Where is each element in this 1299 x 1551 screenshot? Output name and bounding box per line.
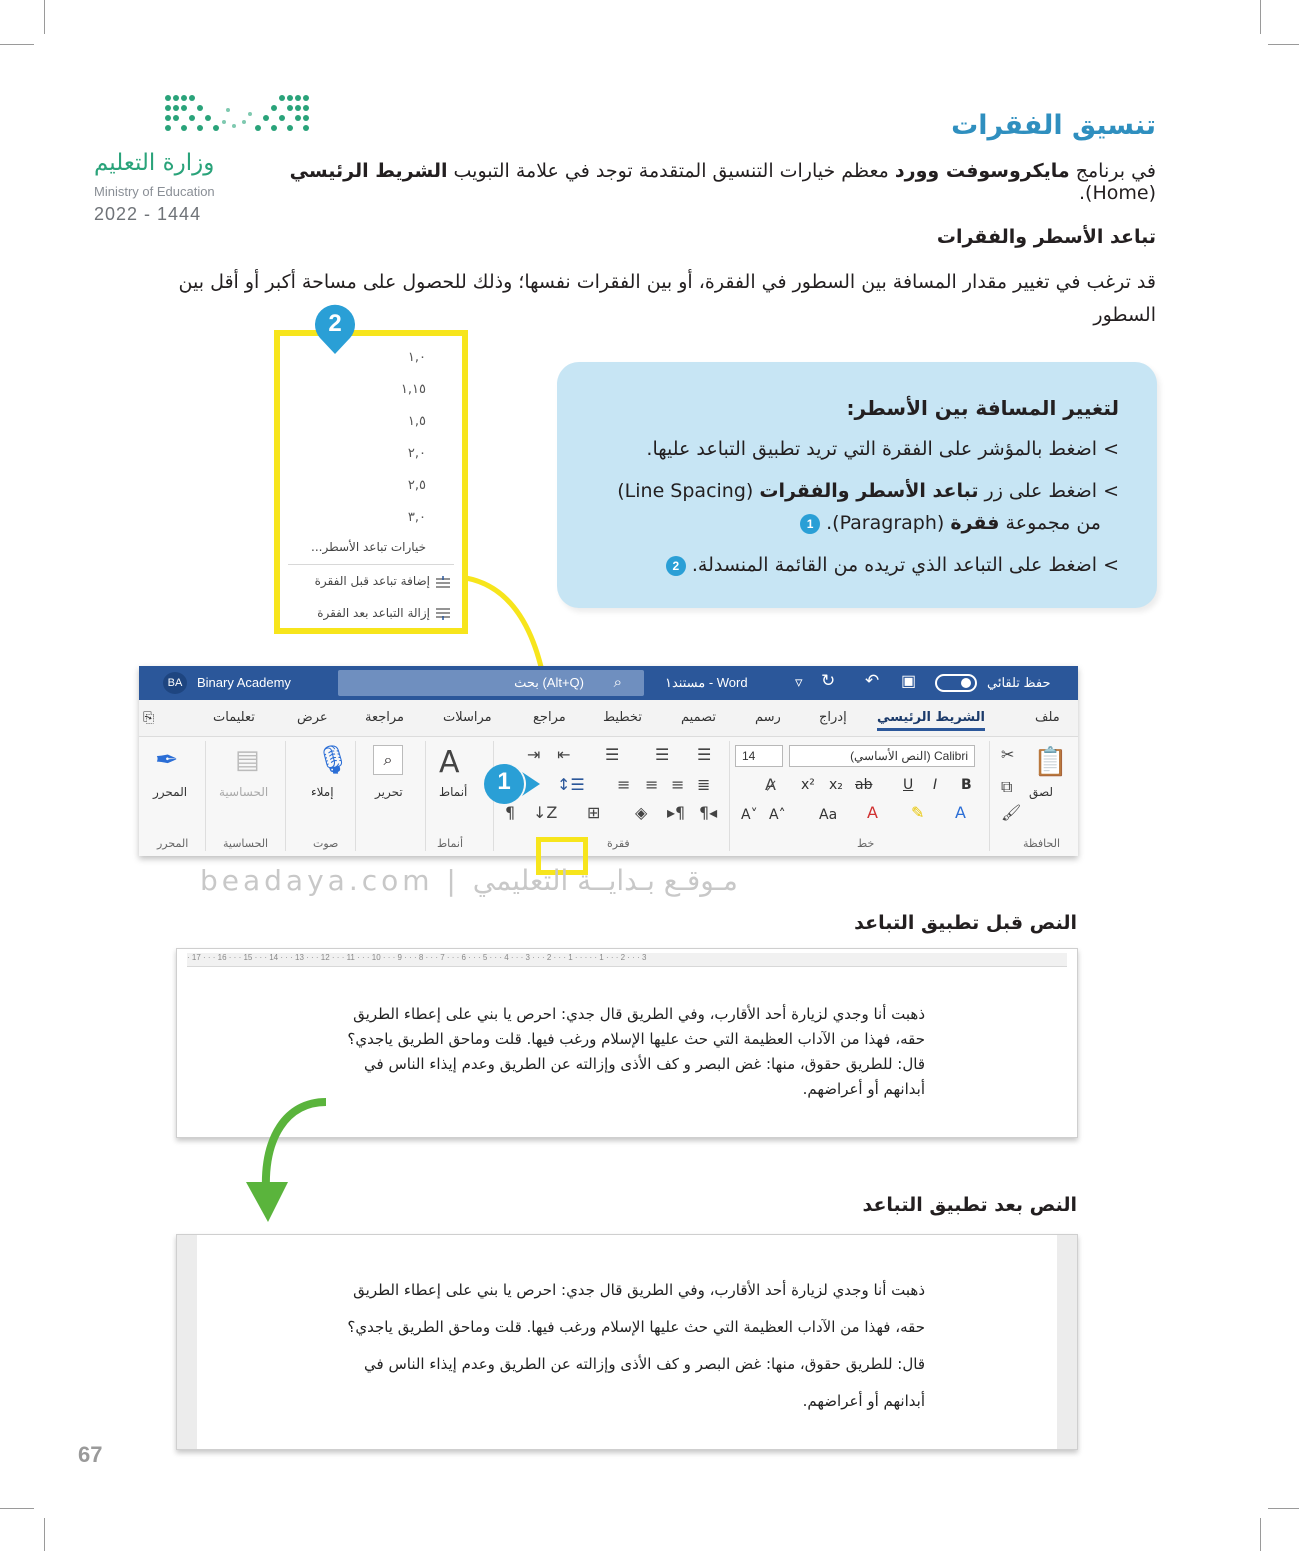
clipboard-paste-icon[interactable]: 📋 (1033, 745, 1068, 778)
page-number: 67 (78, 1442, 103, 1467)
tab-review[interactable]: مراجعة (365, 710, 405, 725)
paste-label: لصق (1029, 785, 1054, 799)
spacing-option-3-0[interactable]: ٣,٠ (407, 510, 426, 525)
account-name: Binary Academy (197, 675, 291, 690)
superscript-icon[interactable]: x² (801, 777, 815, 793)
font-size-select[interactable]: 14 (735, 745, 783, 767)
sample-line-4: أبدانهم أو أعراضهم. (802, 1080, 925, 1098)
doc-after (176, 1234, 1078, 1450)
page-margin (177, 1235, 197, 1449)
italic-icon[interactable]: I (933, 777, 938, 793)
before-heading: النص قبل تطبيق التباعد (854, 912, 1077, 934)
shrink-font-icon[interactable]: A˅ (741, 807, 758, 823)
share-icon[interactable]: ⎘ (143, 710, 155, 726)
tab-view[interactable]: عرض (297, 710, 328, 725)
show-marks-icon[interactable]: ¶ (505, 803, 516, 822)
step-badge-2: 2 (666, 556, 686, 576)
multilevel-list-icon[interactable]: ☰ (697, 745, 712, 764)
styles-label: أنماط (439, 785, 468, 799)
font-name-select[interactable]: Calibri (النص الأساسي) (789, 745, 975, 767)
crop-mark (1260, 0, 1261, 34)
tab-draw[interactable]: رسم (755, 710, 781, 725)
bold-icon[interactable]: B (961, 777, 972, 793)
sensitivity-label: الحساسية (219, 785, 269, 799)
sample-line-2: حقه، فهذا من الآداب العظيمة التي حث عليها الإسلام ورغب فيها. قلت وماحق الطريق ياجدي؟ (347, 1318, 925, 1336)
search-placeholder: بحث (Alt+Q) (514, 675, 584, 690)
search-box[interactable] (338, 670, 644, 696)
spacing-option-2-0[interactable]: ٢,٠ (407, 446, 426, 461)
spacing-option-1-15[interactable]: ١,١٥ (400, 382, 426, 397)
change-case-icon[interactable]: Aa (819, 807, 838, 823)
edition-year: 2022 - 1444 (94, 204, 202, 224)
highlight-icon[interactable]: ✎ (911, 803, 925, 822)
word-title-bar (139, 666, 1078, 700)
ribbon-home (139, 736, 1078, 856)
step-badge-1: 1 (800, 514, 820, 534)
document-title: مستند١ - Word (665, 675, 748, 690)
redo-icon[interactable]: ↻ (821, 671, 836, 690)
format-painter-icon[interactable]: 🖌 (1001, 803, 1022, 822)
crop-mark (0, 1508, 34, 1509)
sample-line-1: ذهبت أنا وجدي لزيارة أحد الأقارب، وفي الطريق قال جدي: احرص يا بني على إعطاء الطريق (353, 1281, 925, 1299)
tab-mailings[interactable]: مراسلات (443, 710, 492, 725)
group-divider (205, 741, 206, 851)
decrease-indent-icon[interactable]: ⇤ (557, 745, 571, 764)
ruler: · 17 · · · 16 · · · 15 · · · 14 · · · 13 · · · 12 · · · 11 · · · 10 · · · 9 · · · 8 · · · 7 · · · 6 · · · 5 · · · 4 · · · 3 · · · 2 · · · 1 · · · · · 1 · · · 2 · · · 3 (187, 953, 1067, 967)
after-heading: النص بعد تطبيق التباعد (862, 1194, 1077, 1216)
ltr-direction-icon[interactable]: ▸¶ (667, 803, 686, 822)
menu-divider (288, 564, 454, 565)
find-search-icon[interactable]: ⌕ (373, 745, 403, 775)
group-voice: صوت (313, 837, 339, 850)
add-space-before-option[interactable]: إضافة تباعد قبل الفقرة (315, 574, 450, 588)
sample-line-2: حقه، فهذا من الآداب العظيمة التي حث عليها الإسلام ورغب فيها. قلت وماحق الطريق ياجدي؟ (347, 1030, 925, 1048)
bullets-icon[interactable]: ☰ (605, 745, 620, 764)
sort-icon[interactable]: ↓Z (533, 803, 558, 822)
group-clipboard: الحافظة (1023, 837, 1061, 850)
toggle-knob (961, 678, 971, 688)
text-effects-icon[interactable]: A (955, 803, 966, 822)
underline-icon[interactable]: U (903, 777, 914, 793)
spacing-option-1-5[interactable]: ١,٥ (407, 414, 426, 429)
sensitivity-icon[interactable]: ▤ (235, 745, 260, 775)
line-spacing-dropdown (274, 330, 468, 634)
subscript-icon[interactable]: x₂ (829, 777, 843, 793)
save-icon[interactable]: ▣ (901, 673, 917, 690)
numbering-icon[interactable]: ☰ (655, 745, 670, 764)
ministry-name-english: Ministry of Education (94, 184, 215, 199)
shading-icon[interactable]: ◈ (635, 803, 648, 822)
group-divider (425, 741, 426, 851)
tab-help[interactable]: تعليمات (213, 710, 255, 725)
intro-text: في برنامج مايكروسوفت وورد معظم خيارات التنسيق المتقدمة توجد في علامة التبويب الشريط الرئيسي (Home). (289, 160, 1156, 204)
ministry-name-arabic: وزارة التعليم (94, 150, 215, 176)
sample-line-1: ذهبت أنا وجدي لزيارة أحد الأقارب، وفي الطريق قال جدي: احرص يا بني على إعطاء الطريق (353, 1005, 925, 1023)
tab-file[interactable]: ملف (1035, 710, 1060, 725)
autosave-label: حفظ تلقائي (987, 675, 1051, 690)
align-right-icon[interactable]: ≡ (671, 775, 685, 794)
space-after-icon (436, 608, 450, 620)
group-sensitivity: الحساسية (223, 837, 269, 850)
section-title: تنسيق الفقرات (951, 110, 1156, 141)
borders-icon[interactable]: ⊞ (587, 803, 601, 822)
account-avatar[interactable]: BA (163, 672, 187, 694)
sample-line-4: أبدانهم أو أعراضهم. (802, 1392, 925, 1410)
down-arrow-icon (236, 1098, 332, 1226)
subheading: تباعد الأسطر والفقرات (936, 226, 1156, 248)
group-paragraph: فقرة (607, 837, 630, 850)
editing-label: تحرير (375, 785, 403, 799)
sample-line-3: قال: للطريق حقوق، منها: غض البصر و كف الأذى وإزالته عن الطريق وعدم إيذاء الناس في (364, 1055, 925, 1073)
styles-icon[interactable]: A (439, 745, 460, 780)
word-window (139, 666, 1078, 856)
rtl-direction-icon[interactable]: ¶◂ (699, 803, 718, 822)
ministry-logo-icon (162, 92, 312, 136)
dictate-microphone-icon[interactable]: 🎙 (315, 743, 351, 776)
spacing-option-1-0[interactable]: ١,٠ (407, 350, 426, 365)
crop-mark (44, 0, 45, 34)
group-divider (355, 741, 356, 851)
space-before-icon (436, 576, 450, 588)
group-divider (729, 741, 730, 851)
clear-formatting-icon[interactable]: A̷ (765, 775, 776, 794)
customize-chevron-icon[interactable]: ▿ (795, 674, 803, 691)
tab-layout[interactable]: تخطيط (603, 710, 642, 725)
justify-icon[interactable]: ≣ (697, 775, 711, 794)
crop-mark (0, 44, 34, 45)
crop-mark (1268, 44, 1299, 45)
editor-pen-icon[interactable]: ✒ (155, 743, 179, 776)
instructions-title: لتغيير المسافة بين الأسطر: (846, 396, 1119, 420)
instruction-step-2: > اضغط على زر تباعد الأسطر والفقرات (Line Spacing) (617, 480, 1119, 502)
align-left-icon[interactable]: ≡ (617, 775, 631, 794)
line-spacing-icon[interactable]: ↕☰ (557, 775, 585, 794)
callout-1-number: 1 (497, 768, 511, 795)
autosave-toggle[interactable] (935, 674, 977, 692)
tab-home[interactable]: الشريط الرئيسي (877, 710, 985, 731)
undo-icon[interactable]: ↶ (865, 671, 880, 690)
search-icon: ⌕ (613, 673, 622, 691)
instruction-step-2-cont: من مجموعة فقرة (Paragraph). 1 (800, 512, 1101, 534)
crop-mark (44, 1518, 45, 1551)
strikethrough-icon[interactable]: ab (855, 777, 873, 793)
crop-mark (1260, 1518, 1261, 1551)
dictate-label: إملاء (311, 785, 334, 799)
align-center-icon[interactable]: ≡ (645, 775, 659, 794)
instructions-box (557, 362, 1157, 608)
ribbon-tabs (139, 700, 1078, 736)
increase-indent-icon[interactable]: ⇥ (527, 745, 541, 764)
group-styles: أنماط (437, 837, 464, 850)
sample-line-3: قال: للطريق حقوق، منها: غض البصر و كف الأذى وإزالته عن الطريق وعدم إيذاء الناس في (364, 1355, 925, 1373)
spacing-option-2-5[interactable]: ٢,٥ (407, 478, 426, 493)
watermark-text: beadaya.com | مـوقـع بـدايــة التعليمي (200, 864, 738, 897)
tab-references[interactable]: مراجع (533, 710, 566, 725)
remove-space-after-option[interactable]: إزالة التباعد بعد الفقرة (317, 606, 450, 620)
tab-design[interactable]: تصميم (681, 710, 716, 725)
crop-mark (1268, 1508, 1299, 1509)
group-font: خط (857, 837, 875, 850)
font-color-icon[interactable]: A (867, 803, 878, 822)
group-divider (989, 741, 990, 851)
spacing-options-link[interactable]: خيارات تباعد الأسطر... (311, 540, 426, 554)
copy-icon[interactable]: ⧉ (1001, 777, 1013, 796)
callout-2-number: 2 (328, 310, 342, 337)
instruction-step-1: > اضغط بالمؤشر على الفقرة التي تريد تطبيق التباعد عليها. (646, 438, 1119, 460)
cut-icon[interactable]: ✂ (1001, 745, 1015, 764)
editor-label: المحرر (153, 785, 188, 799)
group-divider (285, 741, 286, 851)
tab-insert[interactable]: إدراج (819, 710, 847, 725)
grow-font-icon[interactable]: A˄ (769, 807, 786, 823)
group-editor: المحرر (157, 837, 189, 850)
page-margin (1057, 1235, 1077, 1449)
instruction-step-3: > اضغط على التباعد الذي تريده من القائمة المنسدلة. 2 (666, 554, 1119, 576)
body-paragraph: قد ترغب في تغيير مقدار المسافة بين السطور في الفقرة، أو بين الفقرات نفسها؛ وذلك للحصول على مساحة أكبر أو أقل بين السطور (178, 271, 1156, 326)
